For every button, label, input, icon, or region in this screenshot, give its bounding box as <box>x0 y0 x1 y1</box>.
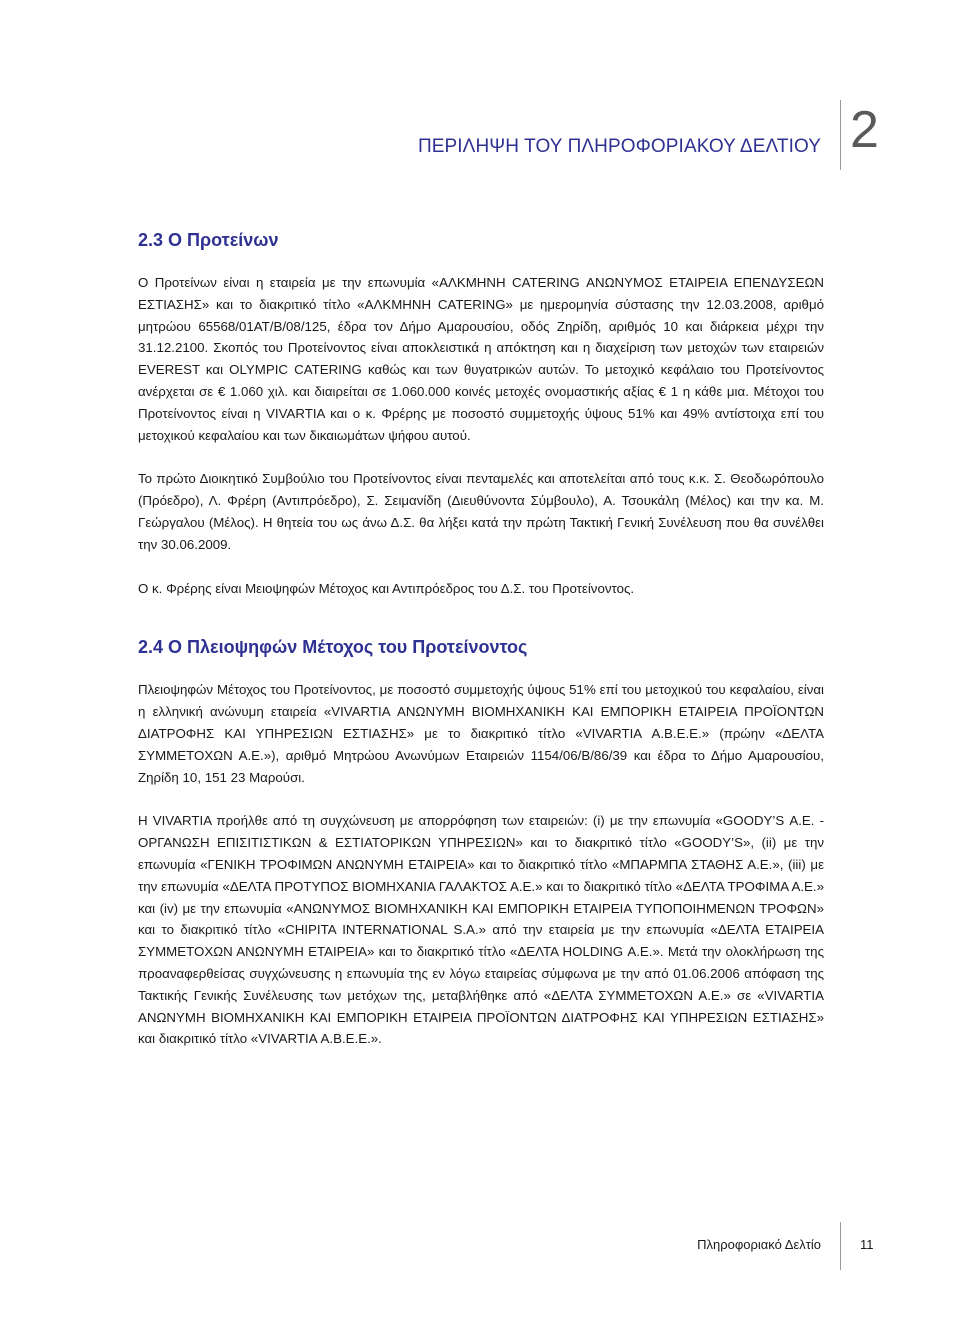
paragraph-proposer-description: Ο Προτείνων είναι η εταιρεία με την επωνυμία «ΑΛΚΜΗΝΗ CATERING ΑΝΩΝΥΜΟΣ ΕΤΑΙΡΕΙΑ ΕΠΕΝΔΥΣΕΩΝ ΕΣΤΙΑΣΗΣ» και το διακριτικό τίτλο «ΑΛΚΜΗΝΗ CATERING» με ημερομηνία σύστασης την 12.03.2008, αριθμό μητρώου 65568/01ΑΤ/Β/08/125, έδρα τον Δήμο Αμαρουσίου, οδός Ζηρίδη, αριθμός 10 και διάρκεια μέχρι την 31.12.2100. Σκοπός του Προτείνοντος είναι αποκλειστικά η απόκτηση και η διαχείριση των μετοχών των εταιρειών EVEREST και OLYMPIC CATERING καθώς και των θυγατρικών αυτών. Το μετοχικό κεφάλαιο του Προτείνοντος ανέρχεται σε € 1.060 χιλ. και διαιρείται σε 1.060.000 κοινές μετοχές ονομαστικής αξίας € 1 η κάθε μια. Μέτοχοι του Προτείνοντος είναι η VIVARTIA και ο κ. Φρέρης με ποσοστό συμμετοχής ύψους 51% και 49% αντίστοιχα επί του μετοχικού κεφαλαίου και των δικαιωμάτων ψήφου αυτού. <box>138 275 824 443</box>
page-number: 11 <box>860 1237 874 1252</box>
paragraph-board-of-directors: Το πρώτο Διοικητικό Συμβούλιο του Προτείνοντος είναι πενταμελές και αποτελείται από τους κ.κ. Σ. Θεοδωρόπουλο (Πρόεδρο), Λ. Φρέρη (Αντιπρόεδρο), Σ. Σειμανίδη (Διευθύνοντα Σύμβουλο), Α. Τσουκάλη (Μέλος) και την κα. Μ. Γεώργαλου (Μέλος). Η θητεία του ως άνω Δ.Σ. θα λήξει κατά την πρώτη Τακτική Γενική Συνέλευση που θα συνέλθει την 30.06.2009. <box>138 471 824 552</box>
paragraph-vivartia-merger: Η VIVARTIA προήλθε από τη συγχώνευση με απορρόφηση των εταιρειών: (i) με την επωνυμία «GOODY’S Α.Ε. - ΟΡΓΑΝΩΣΗ ΕΠΙΣΙΤΙΣΤΙΚΩΝ & ΕΣΤΙΑΤΟΡΙΚΩΝ ΥΠΗΡΕΣΙΩΝ» και το διακριτικό τίτλο «GOODY’S», (ii) με την επωνυμία «ΓΕΝΙΚΗ ΤΡΟΦΙΜΩΝ ΑΝΩΝΥΜΗ ΕΤΑΙΡΕΙΑ» και το διακριτικό τίτλο «ΜΠΑΡΜΠΑ ΣΤΑΘΗΣ Α.Ε.», (iii) με την επωνυμία «ΔΕΛΤΑ ΠΡΟΤΥΠΟΣ ΒΙΟΜΗΧΑΝΙΑ ΓΑΛΑΚΤΟΣ Α.Ε.» και το διακριτικό τίτλο «ΔΕΛΤΑ ΤΡΟΦΙΜΑ Α.Ε.» και (iv) με την επωνυμία «ΑΝΩΝΥΜΟΣ ΒΙΟΜΗΧΑΝΙΚΗ ΚΑΙ ΕΜΠΟΡΙΚΗ ΕΤΑΙΡΕΙΑ ΤΥΠΟΠΟΙΗΜΕΝΩΝ ΤΡΟΦΩΝ» και το διακριτικό τίτλο «CHIPITA INTERNATIONAL S.A.» από την εταιρεία με την επωνυμία «ΔΕΛΤΑ ΕΤΑΙΡΕΙΑ ΣΥΜΜΕΤΟΧΩΝ ΑΝΩΝΥΜΗ ΕΤΑΙΡΕΙΑ» και το διακριτικό τίτλο «ΔΕΛΤΑ HOLDING Α.Ε.». Μετά την ολοκλήρωση της προαναφερθείσας συγχώνευσης η επωνυμία της εν λόγω εταιρείας σύμφωνα με την από 01.06.2006 απόφαση της Τακτικής Γενικής Συνέλευσης των μετόχων της, μεταβλήθηκε από «ΔΕΛΤΑ ΣΥΜΜΕΤΟΧΩΝ Α.Ε.» σε «VIVARTIA ΑΝΩΝΥΜΗ ΒΙΟΜΗΧΑΝΙΚΗ ΚΑΙ ΕΜΠΟΡΙΚΗ ΕΤΑΙΡΕΙΑ ΠΡΟΪΟΝΤΩΝ ΔΙΑΤΡΟΦΗΣ ΚΑΙ ΥΠΗΡΕΣΙΩΝ ΕΣΤΙΑΣΗΣ» και διακριτικό τίτλο «VIVARTIA Α.Β.Ε.Ε.». <box>138 813 824 1047</box>
paragraph-majority-shareholder: Πλειοψηφών Μέτοχος του Προτείνοντος, με ποσοστό συμμετοχής ύψους 51% επί του μετοχικού του κεφαλαίου, είναι η ελληνική ανώνυμη εταιρεία «VIVARTIA ΑΝΩΝΥΜΗ ΒΙΟΜΗΧΑΝΙΚΗ ΚΑΙ ΕΜΠΟΡΙΚΗ ΕΤΑΙΡΕΙΑ ΠΡΟΪΟΝΤΩΝ ΔΙΑΤΡΟΦΗΣ ΚΑΙ ΥΠΗΡΕΣΙΩΝ ΕΣΤΙΑΣΗΣ» με το διακριτικό τίτλο «VIVARTIA Α.Β.Ε.Ε.» (πρώην «ΔΕΛΤΑ ΣΥΜΜΕΤΟΧΩΝ Α.Ε.»), αριθμό Μητρώου Ανωνύμων Εταιρειών 1154/06/Β/86/39 και έδρα το Δήμο Αμαρουσίου, Ζηρίδη 10, 151 23 Μαρούσι. <box>138 682 824 785</box>
header-divider <box>840 100 841 170</box>
page-content <box>138 226 824 1072</box>
running-header-title: ΠΕΡΙΛΗΨΗ ΤΟΥ ΠΛΗΡΟΦΟΡΙΑΚΟΥ ΔΕΛΤΙΟΥ <box>417 136 821 157</box>
section-heading-2-3: 2.3 Ο Προτείνων <box>138 230 279 250</box>
footer-divider <box>840 1222 841 1270</box>
footer-label: Πληροφοριακό Δελτίο <box>697 1237 821 1252</box>
section-heading-2-4: 2.4 Ο Πλειοψηφών Μέτοχος του Προτείνοντος <box>138 637 528 658</box>
chapter-number: 2 <box>850 101 879 159</box>
paragraph-minority-shareholder: Ο κ. Φρέρης είναι Μειοψηφών Μέτοχος και Αντιπρόεδρος του Δ.Σ. του Προτείνοντος. <box>138 580 635 596</box>
